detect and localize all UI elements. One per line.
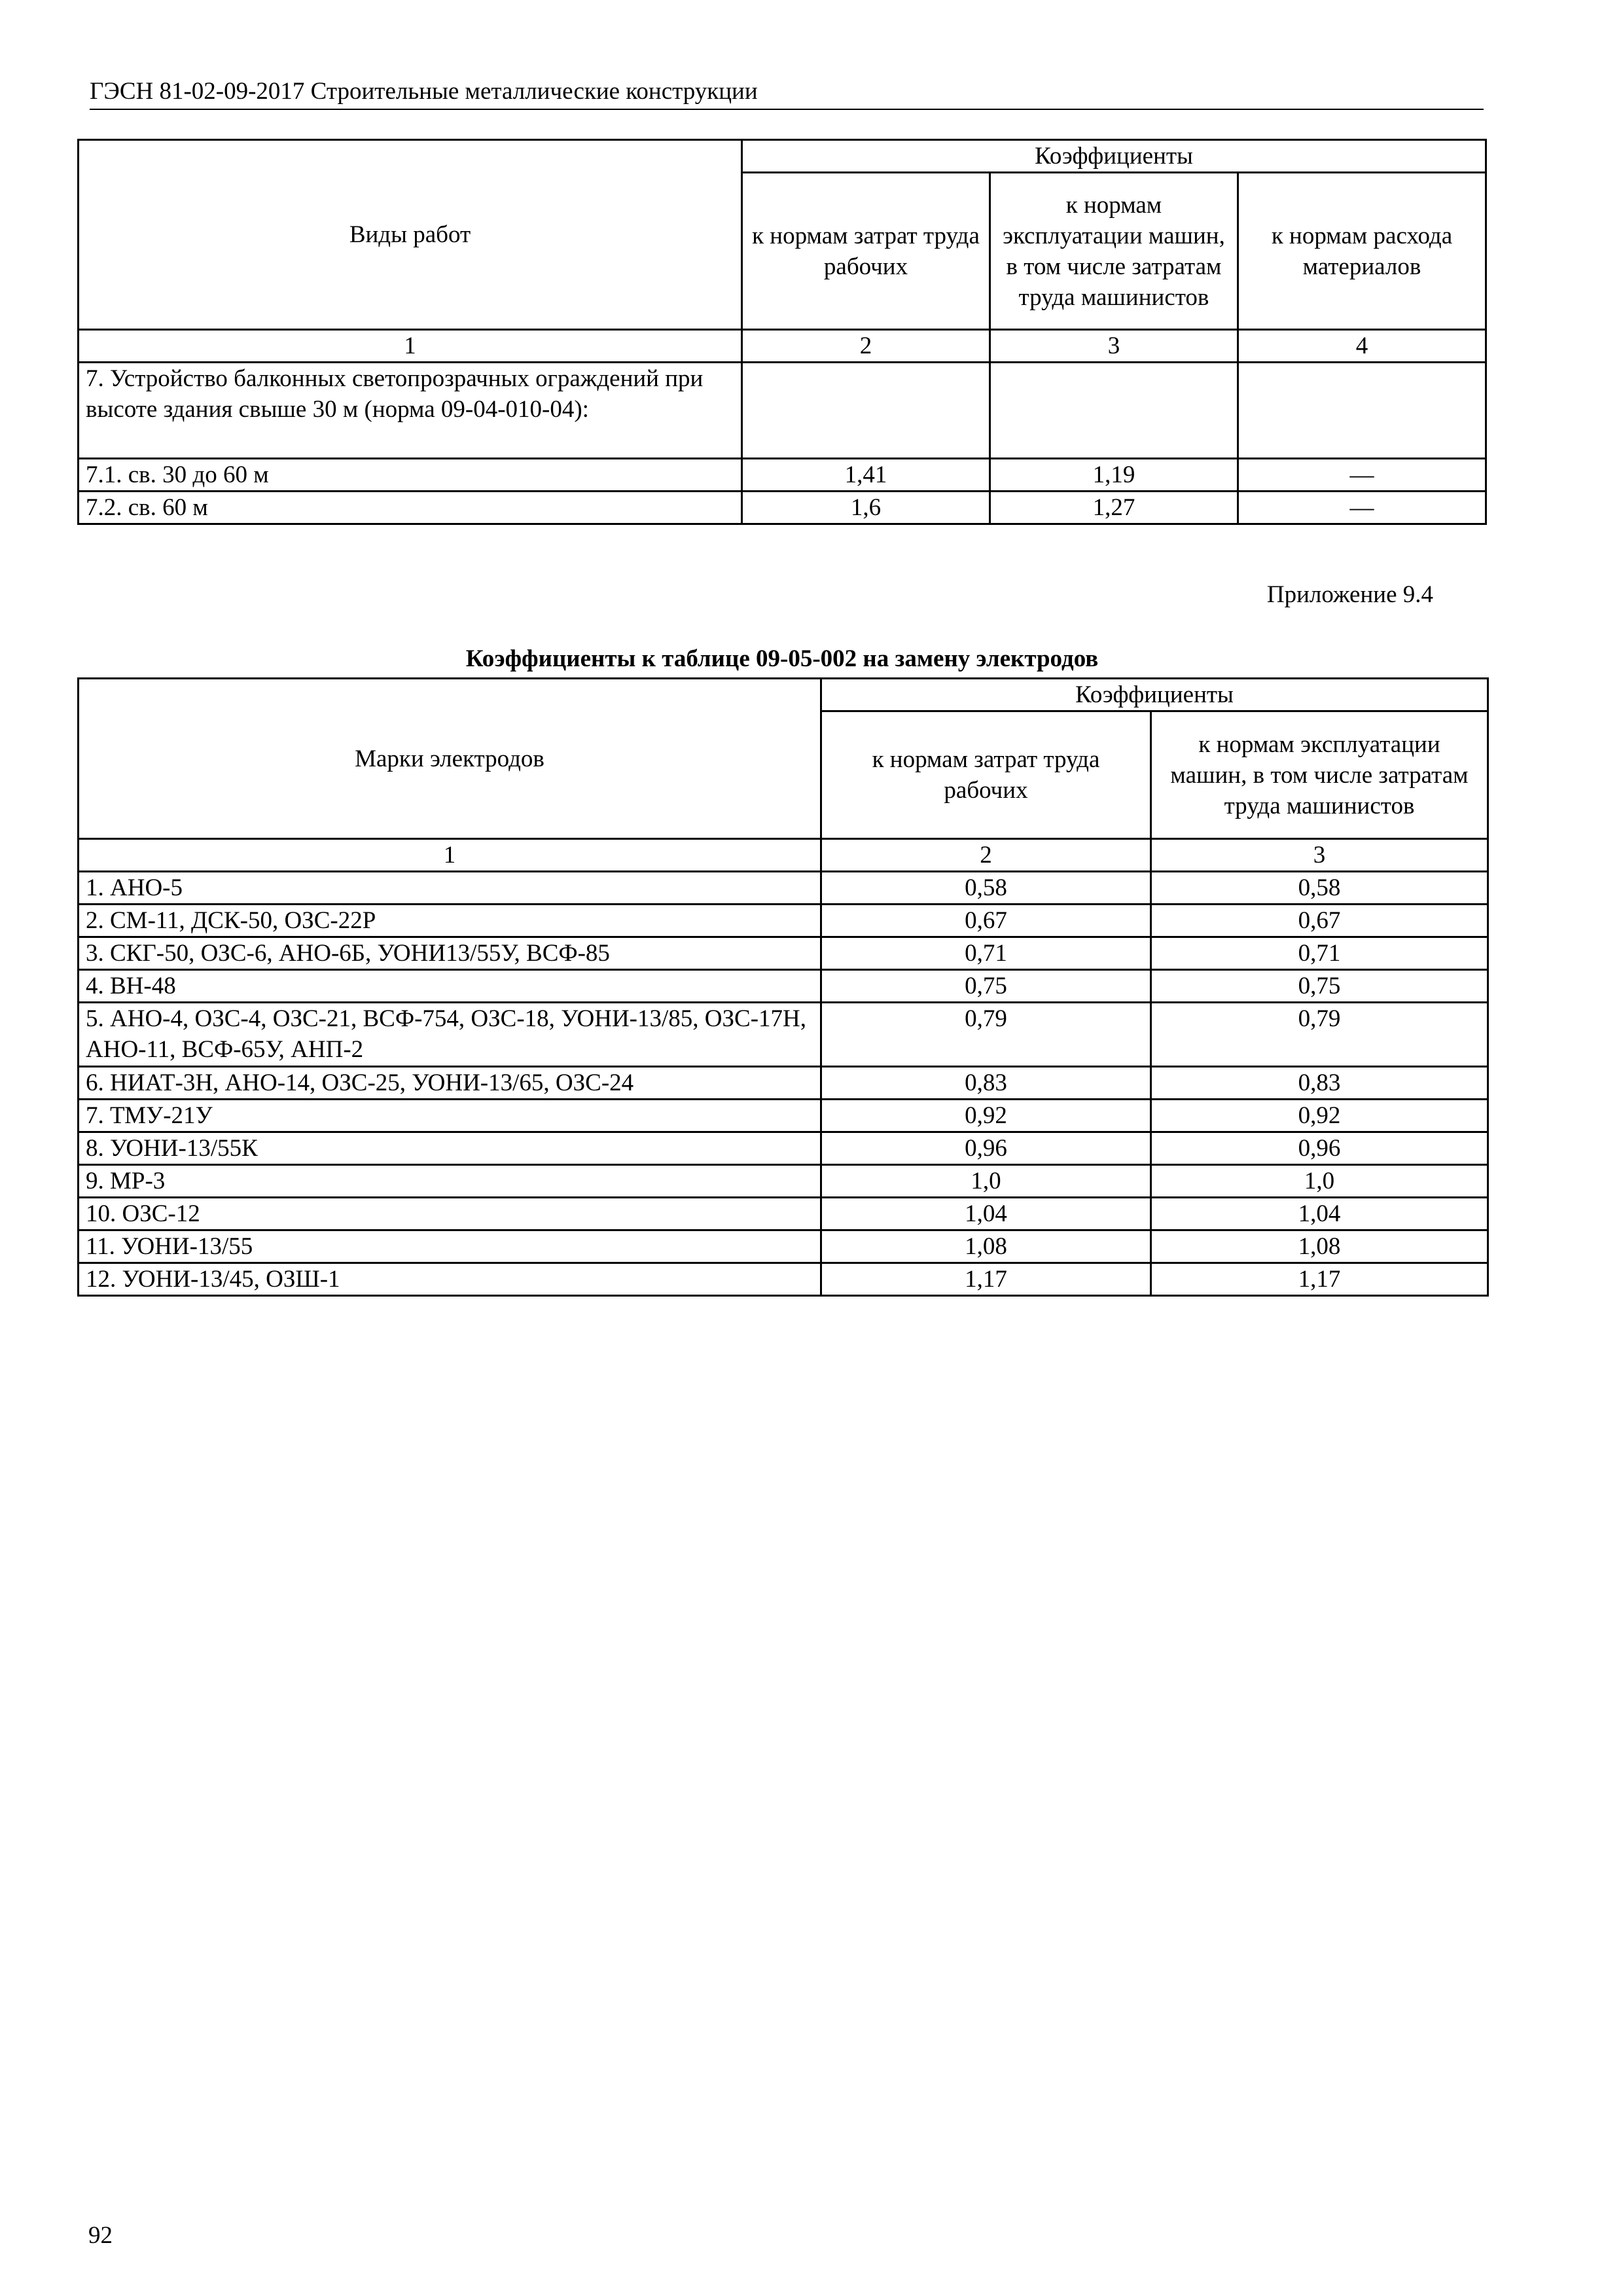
column-number: 3 [1151,839,1488,872]
group-header-coefficients: Коэффициенты [821,679,1488,711]
row-value: 1,17 [1151,1263,1488,1296]
table-row [79,1132,1488,1165]
row-label: 11. УОНИ-13/55 [79,1230,821,1263]
table-row [79,1198,1488,1230]
row-value: 1,41 [742,459,990,492]
row-value: 0,92 [1151,1100,1488,1132]
column-number: 4 [1238,330,1486,363]
table-title: Коэффициенты к таблице 09-05-002 на замену электродов [465,645,1099,672]
row-value: 0,96 [1151,1132,1488,1165]
row-label: 10. ОЗС-12 [79,1198,821,1230]
row-label: 3. СКГ-50, ОЗС-6, АНО-6Б, УОНИ13/55У, ВСФ-85 [79,937,821,970]
row-value: 0,67 [821,905,1151,937]
table-row [79,492,1486,524]
row-value: 0,75 [821,970,1151,1003]
row-value: 1,04 [1151,1198,1488,1230]
row-value: 0,96 [821,1132,1151,1165]
row-value: 0,92 [821,1100,1151,1132]
row-value: 0,79 [1151,1003,1488,1067]
col-header-labor: к нормам затрат труда рабочих [742,173,990,330]
table-row [79,363,1486,459]
row-label: 4. ВН-48 [79,970,821,1003]
column-numbers-row [79,839,1488,872]
row-label: 1. АНО-5 [79,872,821,905]
row-value: 1,08 [821,1230,1151,1263]
row-label: 12. УОНИ-13/45, ОЗШ-1 [79,1263,821,1296]
row-value: 0,83 [821,1067,1151,1100]
row-label: 7. Устройство балконных светопрозрачных ограждений при высоте здания свыше 30 м (норма 09-04-010-04): [79,363,742,459]
coefficients-table-balcony [77,139,1487,525]
table-row [79,937,1488,970]
column-number: 1 [79,330,742,363]
table-row [79,1067,1488,1100]
row-value: — [1238,459,1486,492]
row-label: 8. УОНИ-13/55К [79,1132,821,1165]
col-header-machines: к нормам эксплуатации машин, в том числе затратам труда машинистов [990,173,1238,330]
table-row [79,1165,1488,1198]
row-value: 1,17 [821,1263,1151,1296]
coefficients-table-electrodes [77,677,1489,1297]
row-label: 7.1. св. 30 до 60 м [79,459,742,492]
row-label: 2. СМ-11, ДСК-50, ОЗС-22Р [79,905,821,937]
page-number: 92 [88,2222,113,2249]
row-label: 7.2. св. 60 м [79,492,742,524]
row-label: 9. МР-3 [79,1165,821,1198]
row-value: 1,27 [990,492,1238,524]
col-header-machines: к нормам эксплуатации машин, в том числе затратам труда машинистов [1151,711,1488,839]
table-row [79,970,1488,1003]
row-value [990,363,1238,459]
col-header-materials: к нормам расхода материалов [1238,173,1486,330]
row-value: 0,75 [1151,970,1488,1003]
page-header: ГЭСН 81-02-09-2017 Строительные металлические конструкции [90,76,1484,110]
column-number: 2 [742,330,990,363]
column-number: 1 [79,839,821,872]
col-header-labor: к нормам затрат труда рабочих [821,711,1151,839]
table-row [79,905,1488,937]
col-header-work-types: Виды работ [79,140,742,330]
table-row [79,1003,1488,1067]
column-number: 2 [821,839,1151,872]
row-value: 0,71 [1151,937,1488,970]
table-row [79,1100,1488,1132]
appendix-label: Приложение 9.4 [1266,581,1433,608]
row-value [742,363,990,459]
row-value: 1,6 [742,492,990,524]
row-value: 0,71 [821,937,1151,970]
group-header-coefficients: Коэффициенты [742,140,1486,173]
row-value: 0,58 [1151,872,1488,905]
row-label: 6. НИАТ-3Н, АНО-14, ОЗС-25, УОНИ-13/65, ОЗС-24 [79,1067,821,1100]
row-value: 1,08 [1151,1230,1488,1263]
col-header-electrode-brands: Марки электродов [79,679,821,839]
table-row [79,1263,1488,1296]
column-numbers-row [79,330,1486,363]
row-value: 0,58 [821,872,1151,905]
row-value: 0,67 [1151,905,1488,937]
table-row [79,872,1488,905]
row-value: 0,79 [821,1003,1151,1067]
row-value [1238,363,1486,459]
row-label: 5. АНО-4, ОЗС-4, ОЗС-21, ВСФ-754, ОЗС-18, УОНИ-13/85, ОЗС-17Н, АНО-11, ВСФ-65У, АНП-2 [79,1003,821,1067]
row-label: 7. ТМУ-21У [79,1100,821,1132]
row-value: 1,19 [990,459,1238,492]
row-value: 1,0 [1151,1165,1488,1198]
table-row [79,459,1486,492]
row-value: 1,04 [821,1198,1151,1230]
row-value: — [1238,492,1486,524]
table-row [79,1230,1488,1263]
row-value: 0,83 [1151,1067,1488,1100]
row-value: 1,0 [821,1165,1151,1198]
column-number: 3 [990,330,1238,363]
